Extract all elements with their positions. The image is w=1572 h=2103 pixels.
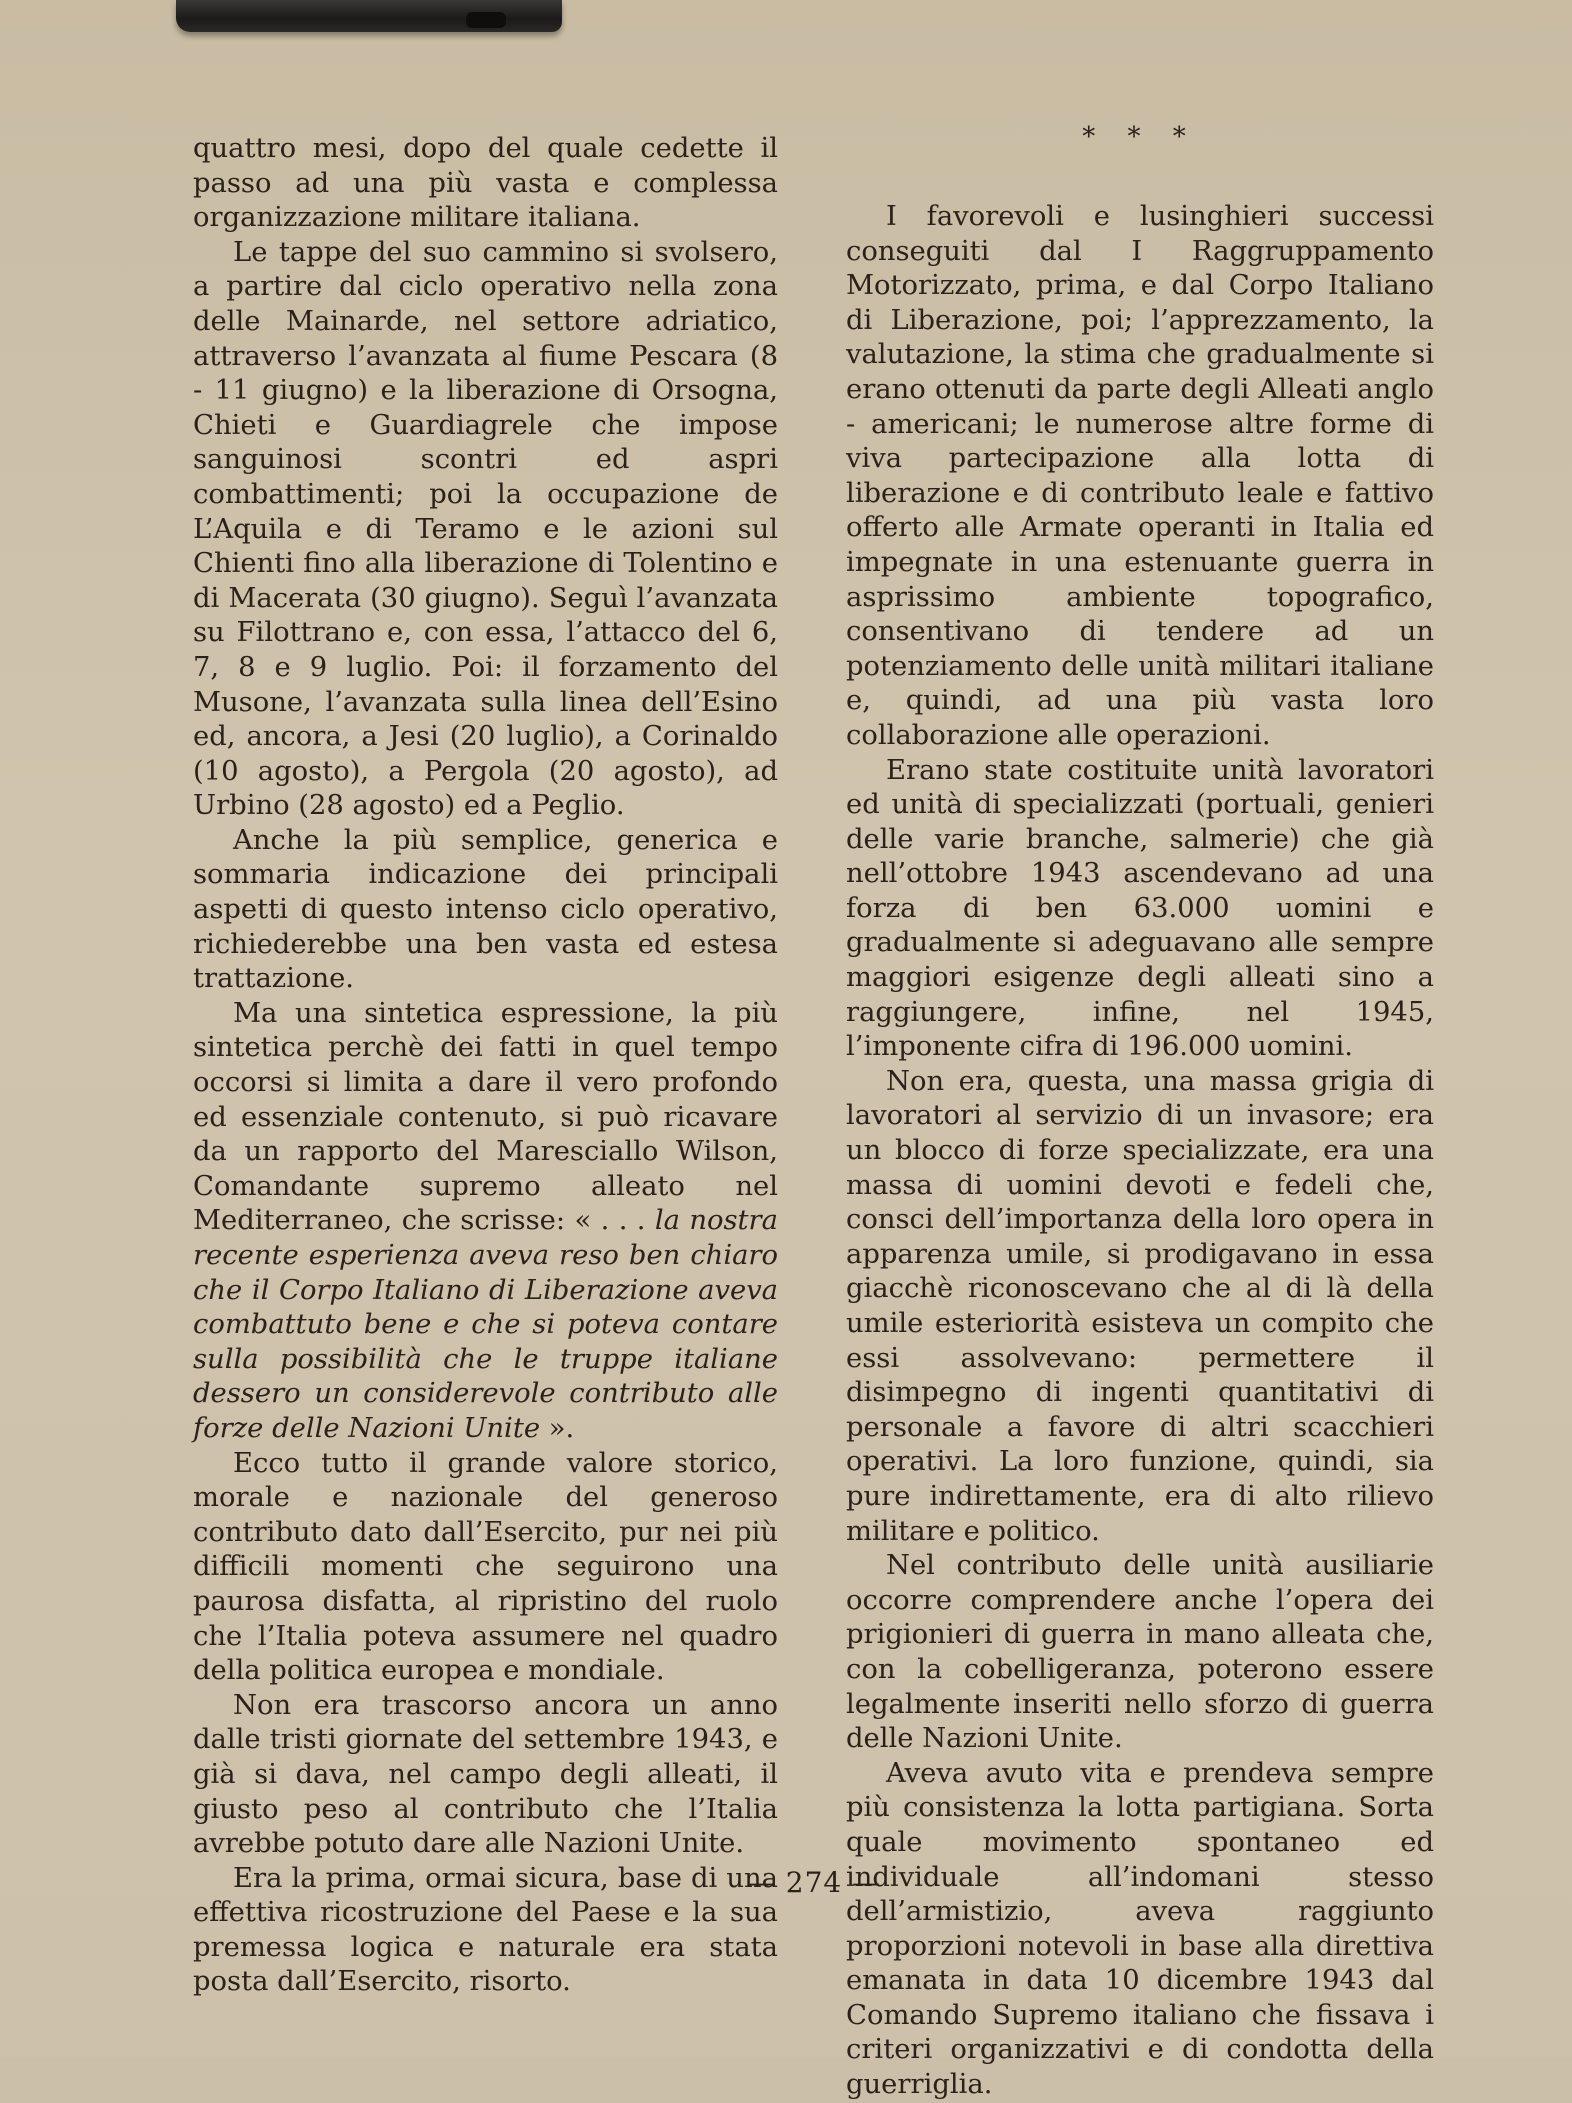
right-paragraph-5: Aveva avuto vita e prendeva sempre più consistenza la lotta partigiana. Sorta quale movimento spontaneo ed individuale all’indomani stesso dell’armistizio, aveva raggiunto proporzioni notevoli in base alla direttiva emanata in data 10 dicembre 1943 dal Comando Supremo italiano che fissava i criteri organizzativi e di condotta della guerriglia.	[846, 1757, 1434, 2101]
left-paragraph-2: Le tappe del suo cammino si svolsero, a partire dal ciclo operativo nella zona delle Mainarde, nel settore adriatico, attraverso l’avanzata al fiume Pescara (8 - 11 giugno) e la liberazione di Orsogna, Chieti e Guardiagrele che impose sanguinosi scontri ed aspri combattimenti; poi la occupazione de L’Aquila e di Teramo e le azioni sul Chienti fino alla liberazione di Tolentino e di Macerata (30 giugno). Seguì l’avanzata su Filottrano e, con essa, l’attacco del 6, 7, 8 e 9 luglio. Poi: il forzamento del Musone, l’avanzata sulla linea dell’Esino ed, ancora, a Jesi (20 luglio), a Corinaldo (10 agosto), a Pergola (20 agosto), ad Urbino (28 agosto) ed a Peglio.	[193, 236, 778, 822]
left-paragraph-6: Non era trascorso ancora un anno dalle tristi giornate del settembre 1943, e già si dava, nel campo degli alleati, il giusto peso al contributo che l’Italia avrebbe potuto dare alle Nazioni Unite.	[193, 1689, 778, 1860]
left-paragraph-5: Ecco tutto il grande valore storico, morale e nazionale del generoso contributo dato dall’Esercito, pur nei più difficili momenti che seguirono una paurosa disfatta, al ripristino del ruolo che l’Italia poteva assumere nel quadro della politica europea e mondiale.	[193, 1447, 778, 1687]
right-paragraph-1: I favorevoli e lusinghieri successi conseguiti dal I Raggruppamento Motorizzato, prima, e dal Corpo Italiano di Liberazione, poi; l’apprezzamento, la valutazione, la stima che gradualmente si erano ottenuti da parte degli Alleati anglo - americani; le numerose altre forme di viva partecipazione alla lotta di liberazione e di contributo leale e fattivo offerto alle Armate operanti in Italia ed impegnate in una estenuante guerra in asprissimo ambiente topografico, consentivano di tendere ad un potenziamento delle unità militari italiane e, quindi, ad una più vasta loro collaborazione alle operazioni.	[846, 201, 1434, 751]
right-paragraph-3: Non era, questa, una massa grigia di lavoratori al servizio di un invasore; era un blocco di forze specializzate, era una massa di uomini devoti e fedeli che, consci dell’importanza della loro opera in apparenza umile, si prodigavano in essa giacchè riconoscevano che al di là della umile esteriorità esisteva un compito che essi assolvevano: permettere il disimpegno di ingenti quantitativi di personale a favore di altri scacchieri operativi. La loro funzione, quindi, sia pure indirettamente, era di alto rilievo militare e politico.	[846, 1065, 1434, 1547]
binder-clip-notch	[466, 12, 506, 28]
page-number: — 274 —	[746, 1866, 882, 1899]
wilson-intro: Ma una sintetica espressione, la più sintetica perchè dei fatti in quel tempo occorsi si limita a dare il vero profondo ed essenziale contenuto, si può ricavare da un rapporto del Maresciallo Wilson, Comandante supremo alleato nel Mediterraneo, che scrisse: « . . .	[193, 997, 778, 1237]
wilson-quote: la nostra recente esperienza aveva reso ben chiaro che il Corpo Italiano di Liberazione aveva combattuto bene e che si poteva contare sulla possibilità che le truppe italiane dessero un considerevole contributo alle forze delle Nazioni Unite	[193, 1205, 778, 1444]
wilson-quote-close: ».	[540, 1412, 575, 1444]
left-paragraph-4	[193, 997, 778, 1447]
left-paragraph-1: quattro mesi, dopo del quale cedette il passo ad una più vasta e complessa organizzazione militare italiana.	[193, 133, 778, 234]
right-paragraph-2: Erano state costituite unità lavoratori ed unità di specializzati (portuali, genieri delle varie branche, salmerie) che già nell’ottobre 1943 ascendevano ad una forza di ben 63.000 uomini e gradualmente si adeguavano alle sempre maggiori esigenze degli alleati sino a raggiungere, infine, nel 1945, l’imponente cifra di 196.000 uomini.	[846, 754, 1434, 1063]
section-separator: * * *	[1082, 122, 1198, 152]
right-column	[846, 200, 1434, 2103]
right-paragraph-4: Nel contributo delle unità ausiliarie occorre comprendere anche l’opera dei prigionieri di guerra in mano alleata che, con la cobelligeranza, poterono essere legalmente inseriti nello sforzo di guerra delle Nazioni Unite.	[846, 1550, 1434, 1755]
left-paragraph-7: Era la prima, ormai sicura, base di una effettiva ricostruzione del Paese e la sua premessa logica e naturale era stata posta dall’Esercito, risorto.	[193, 1862, 778, 1998]
left-paragraph-3: Anche la più semplice, generica e sommaria indicazione dei principali aspetti di questo intenso ciclo operativo, richiederebbe una ben vasta ed estesa trattazione.	[193, 824, 778, 995]
binder-clip	[176, 0, 562, 32]
left-column	[193, 132, 778, 2000]
